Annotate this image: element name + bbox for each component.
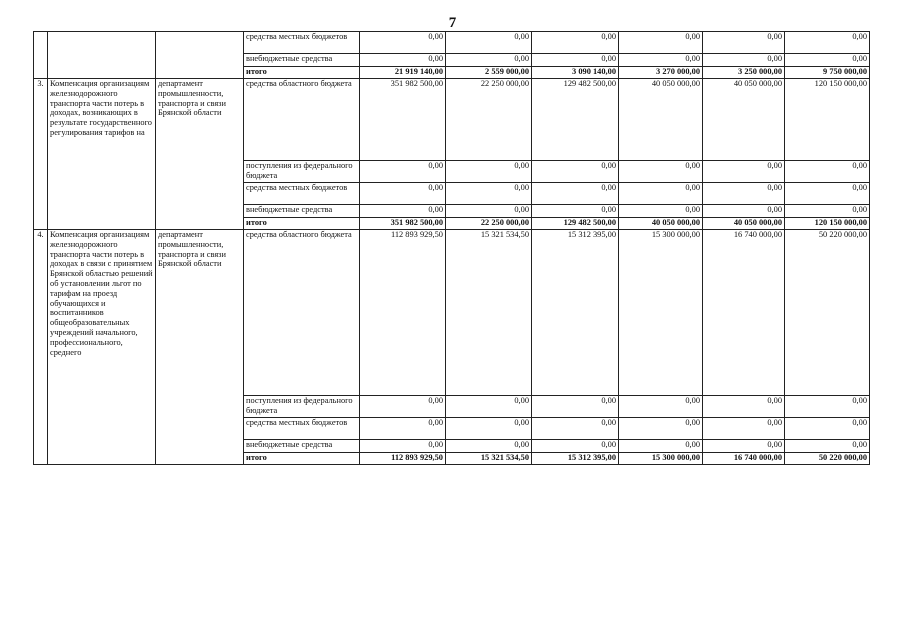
amount-cell: 22 250 000,00 — [446, 79, 532, 161]
item-name-cell — [48, 230, 156, 465]
amount-cell: 3 250 000,00 — [703, 67, 785, 79]
amount-cell: 0,00 — [703, 418, 785, 440]
amount-cell: 0,00 — [785, 54, 870, 67]
amount-cell: 0,00 — [619, 183, 703, 205]
amount-cell: 0,00 — [619, 161, 703, 183]
amount-cell: 0,00 — [532, 205, 619, 218]
amount-cell: 3 270 000,00 — [619, 67, 703, 79]
funding-source-cell: средства местных бюджетов — [244, 32, 360, 54]
amount-cell: 0,00 — [532, 161, 619, 183]
funding-source-cell: средства областного бюджета — [244, 79, 360, 161]
funding-source-cell: средства местных бюджетов — [244, 418, 360, 440]
amount-cell: 21 919 140,00 — [360, 67, 446, 79]
amount-cell: 0,00 — [785, 440, 870, 453]
amount-cell: 40 050 000,00 — [619, 79, 703, 161]
amount-cell: 0,00 — [446, 161, 532, 183]
amount-cell: 129 482 500,00 — [532, 218, 619, 230]
amount-cell: 15 321 534,50 — [446, 230, 532, 396]
amount-cell: 351 982 500,00 — [360, 218, 446, 230]
amount-cell: 0,00 — [446, 32, 532, 54]
funding-source-cell: внебюджетные средства — [244, 205, 360, 218]
amount-cell: 0,00 — [446, 396, 532, 418]
amount-cell: 0,00 — [619, 418, 703, 440]
amount-cell: 0,00 — [619, 396, 703, 418]
funding-source-cell: итого — [244, 67, 360, 79]
amount-cell: 0,00 — [532, 54, 619, 67]
funding-source-cell: средства местных бюджетов — [244, 183, 360, 205]
amount-cell: 22 250 000,00 — [446, 218, 532, 230]
item-name: Компенсация организациям железнодорожного транспорта части потерь в доходах в связи с принятием Брянской областью решений об установлении льгот по тарифам на проезд обучающихся и воспитанников общеобразовательных учреждений начального, профессионального, среднего — [50, 230, 153, 357]
amount-cell: 50 220 000,00 — [785, 453, 870, 465]
amount-cell: 16 740 000,00 — [703, 453, 785, 465]
amount-cell: 0,00 — [619, 440, 703, 453]
funding-source-cell: поступления из федерального бюджета — [244, 396, 360, 418]
amount-cell: 0,00 — [532, 32, 619, 54]
amount-cell: 0,00 — [619, 32, 703, 54]
amount-cell: 40 050 000,00 — [703, 218, 785, 230]
page-number: 7 — [448, 15, 457, 31]
amount-cell: 0,00 — [703, 161, 785, 183]
amount-cell: 0,00 — [532, 396, 619, 418]
amount-cell: 0,00 — [703, 32, 785, 54]
table-row — [34, 32, 870, 54]
amount-cell: 0,00 — [785, 161, 870, 183]
funding-source-cell: итого — [244, 218, 360, 230]
amount-cell: 0,00 — [532, 440, 619, 453]
amount-cell: 0,00 — [360, 54, 446, 67]
index-cell — [34, 32, 48, 79]
amount-cell: 9 750 000,00 — [785, 67, 870, 79]
amount-cell: 15 300 000,00 — [619, 453, 703, 465]
amount-cell: 40 050 000,00 — [703, 79, 785, 161]
amount-cell: 112 893 929,50 — [360, 230, 446, 396]
amount-cell: 0,00 — [785, 32, 870, 54]
amount-cell: 0,00 — [785, 418, 870, 440]
amount-cell: 0,00 — [532, 183, 619, 205]
item-name: Компенсация организациям железнодорожного транспорта части потерь в доходах, возникающих в результате государственного регулирования тарифов на — [50, 79, 152, 137]
amount-cell: 0,00 — [619, 205, 703, 218]
name-cell — [48, 32, 156, 79]
table-row — [34, 230, 870, 396]
amount-cell: 0,00 — [785, 205, 870, 218]
amount-cell: 0,00 — [360, 418, 446, 440]
amount-cell: 0,00 — [360, 205, 446, 218]
amount-cell: 0,00 — [446, 418, 532, 440]
amount-cell: 0,00 — [360, 161, 446, 183]
amount-cell: 0,00 — [360, 396, 446, 418]
amount-cell: 0,00 — [703, 183, 785, 205]
amount-cell: 112 893 929,50 — [360, 453, 446, 465]
amount-cell: 0,00 — [619, 54, 703, 67]
amount-cell: 0,00 — [532, 418, 619, 440]
amount-cell: 0,00 — [446, 54, 532, 67]
funding-source-cell: средства областного бюджета — [244, 230, 360, 396]
amount-cell: 15 321 534,50 — [446, 453, 532, 465]
funding-source-cell: внебюджетные средства — [244, 54, 360, 67]
amount-cell: 120 150 000,00 — [785, 218, 870, 230]
amount-cell: 0,00 — [703, 440, 785, 453]
amount-cell: 129 482 500,00 — [532, 79, 619, 161]
amount-cell: 0,00 — [703, 205, 785, 218]
amount-cell: 0,00 — [785, 183, 870, 205]
amount-cell: 40 050 000,00 — [619, 218, 703, 230]
executor-cell: департамент промышленности, транспорта и связи Брянской области — [156, 230, 244, 465]
amount-cell: 120 150 000,00 — [785, 79, 870, 161]
amount-cell: 0,00 — [360, 183, 446, 205]
amount-cell: 15 300 000,00 — [619, 230, 703, 396]
amount-cell: 0,00 — [785, 396, 870, 418]
amount-cell: 0,00 — [703, 396, 785, 418]
amount-cell: 3 090 140,00 — [532, 67, 619, 79]
amount-cell: 50 220 000,00 — [785, 230, 870, 396]
funding-source-cell: внебюджетные средства — [244, 440, 360, 453]
funding-source-cell: итого — [244, 453, 360, 465]
item-index: 3. — [34, 79, 48, 230]
amount-cell: 2 559 000,00 — [446, 67, 532, 79]
amount-cell: 16 740 000,00 — [703, 230, 785, 396]
executor-cell — [156, 32, 244, 79]
amount-cell: 0,00 — [360, 440, 446, 453]
amount-cell: 0,00 — [446, 440, 532, 453]
funding-source-cell: поступления из федерального бюджета — [244, 161, 360, 183]
amount-cell: 0,00 — [703, 54, 785, 67]
amount-cell: 15 312 395,00 — [532, 453, 619, 465]
item-index: 4. — [34, 230, 48, 465]
item-name-cell — [48, 79, 156, 230]
amount-cell: 351 982 500,00 — [360, 79, 446, 161]
amount-cell: 0,00 — [446, 205, 532, 218]
amount-cell: 0,00 — [360, 32, 446, 54]
budget-table — [33, 31, 870, 465]
amount-cell: 0,00 — [446, 183, 532, 205]
table-row — [34, 79, 870, 161]
executor-cell: департамент промышленности, транспорта и связи Брянской области — [156, 79, 244, 230]
amount-cell: 15 312 395,00 — [532, 230, 619, 396]
